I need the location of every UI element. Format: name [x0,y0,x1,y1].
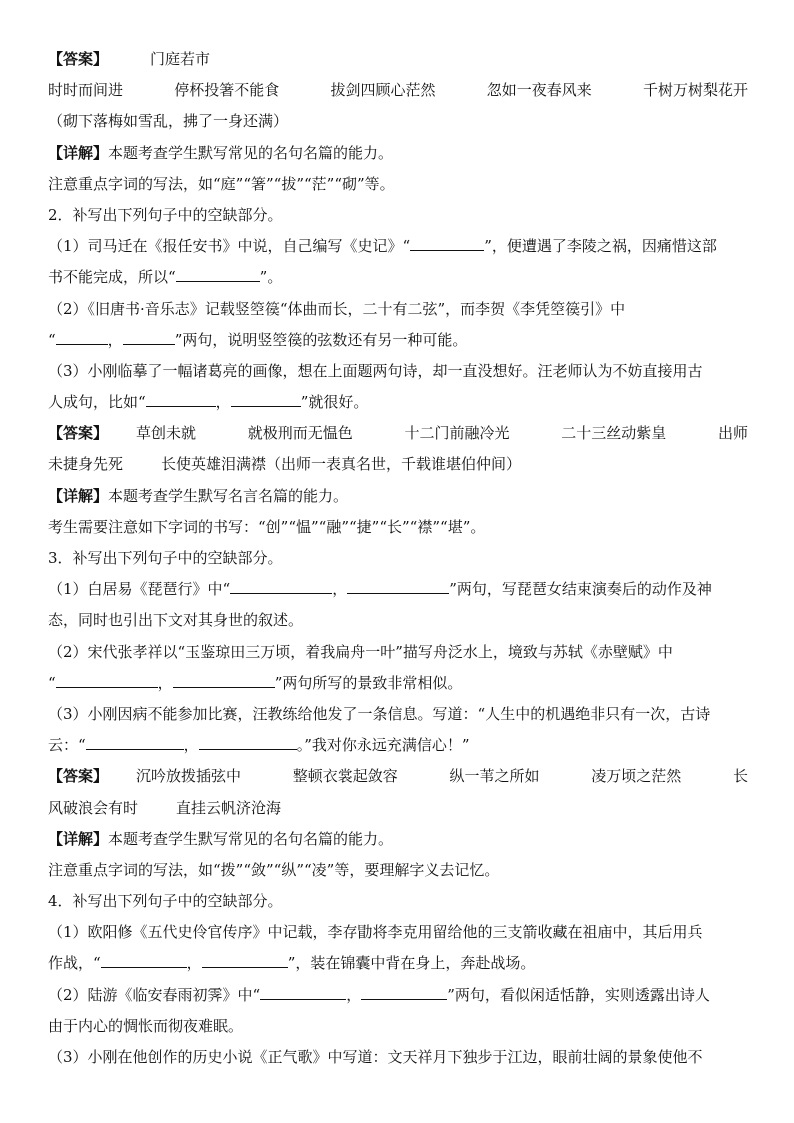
answer-item: 二十三丝动紫皇 [561,424,667,443]
answer-blank[interactable] [176,267,260,282]
question-text: ， [183,736,199,755]
question-text: 云：“ [48,736,86,755]
question-text: 书不能完成，所以“ [48,268,176,287]
answer-item: 风破浪会有时 [48,798,139,817]
question-text: （2）《旧唐书·音乐志》记载竖箜篌“体曲而长，二十有二弦”，而李贺《李凭箜篌引》中 [48,299,626,318]
detail-text: 本题考查学生默写名言名篇的能力。 [108,486,349,505]
question-text: （1）白居易《琵琶行》中“ [48,580,231,599]
question-text: ， [107,330,123,349]
question-text: ， [186,954,202,973]
answer-line [48,75,748,106]
answer-blank[interactable] [123,330,175,345]
question-text: ， [157,673,173,692]
answer-blank[interactable] [56,673,158,688]
question-line [48,574,748,605]
question-text: （3）小刚临摹了一幅诸葛亮的画像，想在上面题两句诗，却一直没想好。汪老师认为不妨直接用古 [48,361,703,380]
question-text: ”两句所写的景致非常相似。 [274,673,463,692]
question-text: 作战，“ [48,954,101,973]
answer-item: 长 [732,767,748,786]
answer-item: 未捷身先死 [48,455,124,474]
answer-item: 时时而间进 [48,81,124,100]
detail-line [48,169,748,200]
answer-item: 整顿衣裳起敛容 [292,767,398,786]
question-text: ”，便遭遇了李陵之祸，因痛惜这部 [484,237,717,256]
question-line [48,356,748,387]
detail-text: 注意重点字词的写法，如“拨”“敛”“纵”“凌”等，要理解字义去记忆。 [48,860,500,879]
question-text: ”。 [259,268,283,287]
answer-line [48,418,748,449]
question-text: “ [48,673,56,692]
answer-item: 十二门前融冷光 [404,424,510,443]
answer-item: 草创未就 [136,424,197,443]
question-title-text: 4．补写出下列句子中的空缺部分。 [48,892,283,911]
question-line [48,917,748,948]
question-title-text: 2．补写出下列句子中的空缺部分。 [48,205,283,224]
answer-line [48,106,748,137]
question-text: ， [332,580,348,599]
question-line [48,980,748,1011]
question-title [48,543,748,574]
answer-item: （砌下落梅如雪乱，拂了一身还满） [48,112,289,131]
question-title [48,200,748,231]
answer-label: 【答案】 [48,424,109,443]
answer-item: 长使英雄泪满襟（出师一表真名世，千载谁堪伯仲间） [161,455,522,474]
answer-line [48,793,748,824]
question-text: （1）欧阳修《五代史伶官传序》中记载，李存勖将李克用留给他的三支箭收藏在祖庙中，其后用兵 [48,923,703,942]
question-line [48,730,748,761]
detail-label: 【详解】 [48,829,109,848]
question-line [48,668,748,699]
document-page [48,44,748,1073]
answer-blank[interactable] [202,953,288,968]
detail-line [48,855,748,886]
question-text: ， [346,985,362,1004]
answer-blank[interactable] [260,985,346,1000]
question-line [48,231,748,262]
question-text: “ [48,330,56,349]
answer-blank[interactable] [173,673,275,688]
question-line [48,262,748,293]
detail-line [48,481,748,512]
detail-text: 本题考查学生默写常见的名句名篇的能力。 [108,829,394,848]
answer-item: 就极刑而无愠色 [247,424,353,443]
question-text: 由于内心的惆怅而彻夜难眠。 [48,1016,244,1035]
answer-blank[interactable] [199,735,297,750]
question-line [48,294,748,325]
answer-item: 出师 [717,424,748,443]
answer-blank[interactable] [101,953,187,968]
answer-label: 【答案】 [48,50,109,68]
detail-label: 【详解】 [48,143,109,162]
question-text: （1）司马迁在《报任安书》中说，自己编写《史记》“ [48,237,411,256]
answer-item: 忽如一夜春风来 [486,81,592,100]
answer-blank[interactable] [347,579,449,594]
question-text: ”，装在锦囊中背在身上，奔赴战场。 [287,954,536,973]
question-line [48,387,748,418]
question-text: ”就很好。 [300,393,369,412]
question-line [48,699,748,730]
answer-line [48,761,748,792]
answer-blank[interactable] [146,392,216,407]
answer-item: 直挂云帆济沧海 [176,798,282,817]
answer-blank[interactable] [56,330,108,345]
answer-blank[interactable] [361,985,447,1000]
question-text: （2）陆游《临安春雨初霁》中“ [48,985,261,1004]
question-text: 。”我对你永远充满信心！” [296,736,470,755]
detail-text: 本题考查学生默写常见的名句名篇的能力。 [108,143,394,162]
question-title-text: 3．补写出下列句子中的空缺部分。 [48,549,283,567]
answer-item: 凌万顷之茫然 [591,767,682,786]
answer-label: 【答案】 [48,767,109,786]
answer-blank[interactable] [410,236,484,251]
question-text: （3）小刚因病不能参加比赛，汪教练给他发了一条信息。写道：“人生中的机遇绝非只有一次，古诗 [48,704,711,723]
answer-item: 停杯投箸不能食 [174,81,280,100]
question-line [48,637,748,668]
detail-line [48,138,748,169]
question-text: （2）宋代张孝祥以“玉鉴琼田三万顷，着我扁舟一叶”描写舟泛水上，境致与苏轼《赤壁赋》中 [48,642,673,661]
question-text: ”两句，说明竖箜篌的弦数还有另一种可能。 [174,330,468,349]
question-text: （3）小刚在他创作的历史小说《正气歌》中写道：文天祥月下独步于江边，眼前壮阔的景象使他不 [48,1048,703,1066]
question-line [48,605,748,636]
question-text: 人成句，比如“ [48,393,146,412]
answer-item: 门庭若市 [150,50,211,68]
answer-blank[interactable] [230,579,332,594]
detail-line [48,512,748,543]
answer-line [48,449,748,480]
question-title [48,886,748,917]
answer-item: 沉吟放拨插弦中 [136,767,242,786]
answer-item: 千树万树梨花开 [642,81,748,100]
question-text: ， [215,393,231,412]
answer-line [48,44,748,75]
detail-line [48,824,748,855]
question-line [48,948,748,979]
question-text: ”两句，写琵琶女结束演奏后的动作及神 [449,580,712,599]
question-text: ”两句，看似闲适恬静，实则透露出诗人 [447,985,710,1004]
detail-label: 【详解】 [48,486,109,505]
question-text: 态，同时也引出下文对其身世的叙述。 [48,611,304,630]
answer-blank[interactable] [231,392,301,407]
question-line [48,1042,748,1073]
answer-item: 纵一苇之所如 [449,767,540,786]
answer-blank[interactable] [86,735,184,750]
detail-text: 注意重点字词的写法，如“庭”“箸”“拔”“茫”“砌”等。 [48,174,395,193]
detail-text: 考生需要注意如下字词的书写：“创”“愠”“融”“捷”“长”“襟”“堪”。 [48,517,486,536]
question-line [48,325,748,356]
answer-item: 拔剑四顾心茫然 [330,81,436,100]
question-line [48,1011,748,1042]
